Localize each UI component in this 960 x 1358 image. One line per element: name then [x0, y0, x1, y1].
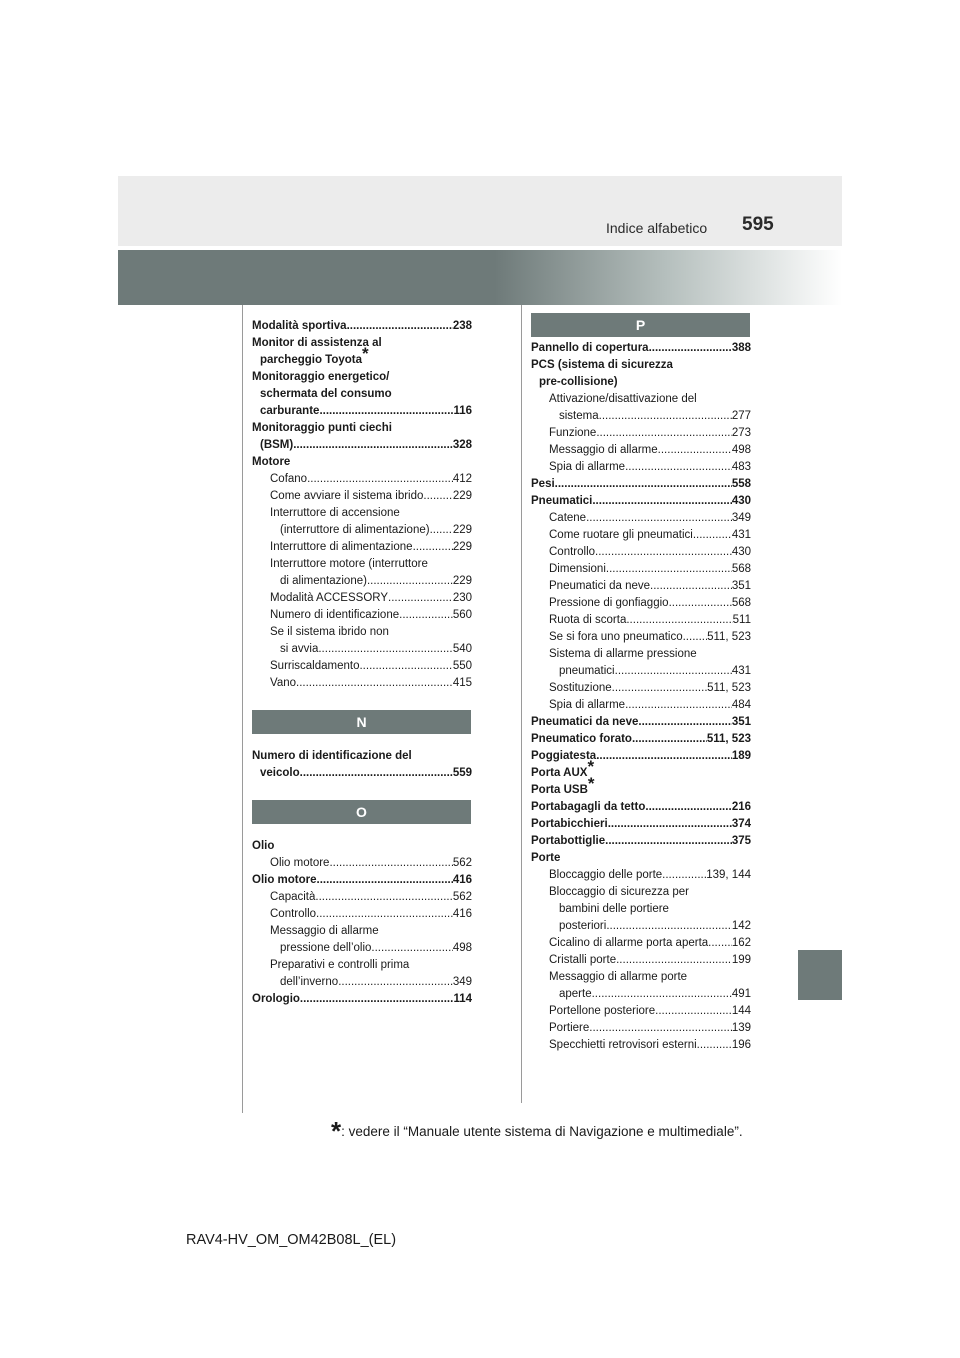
index-subentry: Vano ..... 415	[252, 675, 472, 692]
asterisk-mark: *	[362, 344, 369, 363]
asterisk-mark: *	[331, 1116, 342, 1146]
index-entry: Porta AUX*	[531, 757, 595, 779]
index-subentry: Pressione di gonfiaggio ..... 568	[531, 595, 751, 612]
index-subentry: Cristalli porte ..... 199	[531, 952, 751, 969]
index-subentry: Olio motore ..... 562	[252, 855, 472, 872]
index-subentry: Catene ..... 349	[531, 510, 751, 527]
index-entry: Porta USB*	[531, 774, 595, 796]
index-entry: Monitoraggio energetico/	[252, 371, 390, 383]
index-subentry: Specchietti retrovisori esterni ..... 196	[531, 1037, 751, 1054]
index-subentry: Controllo ..... 430	[531, 544, 751, 561]
index-subentry: Capacità ..... 562	[252, 889, 472, 906]
index-subentry: Come avviare il sistema ibrido ..... 229	[252, 488, 472, 505]
index-subentry: Cicalino di allarme porta aperta ..... 162	[531, 935, 751, 952]
column-divider	[521, 305, 522, 1103]
index-subentry: Interruttore motore (interruttore	[270, 558, 428, 570]
index-subentry: Ruota di scorta ..... 511	[531, 612, 751, 629]
index-subentry: Cofano ..... 412	[252, 471, 472, 488]
page-number: 595	[742, 214, 774, 235]
index-subentry: Come ruotare gli pneumatici ..... 431	[531, 527, 751, 544]
header-decor-bar	[118, 250, 842, 305]
asterisk-mark: *	[587, 774, 595, 793]
index-subentry: Spia di allarme ..... 483	[531, 459, 751, 476]
index-subentry: Sostituzione ..... 511, 523	[531, 680, 751, 697]
index-subentry-cont: di alimentazione) ..... 229	[252, 573, 472, 590]
index-entry-cont: (BSM) ..... 328	[252, 437, 472, 454]
section-header-o: O	[252, 800, 471, 824]
index-subentry: Sistema di allarme pressione	[549, 648, 697, 660]
index-entry: Portabottiglie ..... 375	[531, 833, 751, 850]
index-entry: Monitoraggio punti ciechi	[252, 422, 392, 434]
index-subentry: Spia di allarme ..... 484	[531, 697, 751, 714]
index-subentry: Interruttore di accensione	[270, 507, 400, 519]
index-entry: Pneumatici da neve ..... 351	[531, 714, 751, 731]
index-entry: Olio	[252, 840, 275, 852]
index-subentry: Attivazione/disattivazione del	[549, 393, 697, 405]
section-header-n: N	[252, 710, 471, 734]
index-subentry: Messaggio di allarme ..... 498	[531, 442, 751, 459]
index-subentry: Portiere ..... 139	[531, 1020, 751, 1037]
index-subentry-cont: pneumatici ..... 431	[531, 663, 751, 680]
index-entry: Orologio ..... 114	[252, 991, 472, 1008]
index-subentry-cont: sistema ..... 277	[531, 408, 751, 425]
index-entry: Portabagagli da tetto ..... 216	[531, 799, 751, 816]
index-subentry-cont: (interruttore di alimentazione) ..... 229	[252, 522, 472, 539]
index-subentry: Portellone posteriore ..... 144	[531, 1003, 751, 1020]
index-entry-cont: carburante ..... 116	[252, 403, 472, 420]
index-entry-cont: pre-collisione)	[539, 376, 618, 388]
index-column-left	[252, 318, 472, 1008]
index-entry-cont: schermata del consumo	[260, 388, 392, 400]
index-subentry-cont: bambini delle portiere	[559, 903, 669, 915]
index-entry: Pesi ..... 558	[531, 476, 751, 493]
index-entry: Portabicchieri ..... 374	[531, 816, 751, 833]
index-subentry-cont: aperte ..... 491	[531, 986, 751, 1003]
index-subentry-cont: pressione dell’olio ..... 498	[252, 940, 472, 957]
section-header-p: P	[531, 313, 750, 337]
index-column-right	[531, 340, 751, 1054]
header-title: Indice alfabetico	[606, 220, 708, 236]
index-entry: Pannello di copertura ..... 388	[531, 340, 751, 357]
index-entry: Poggiatesta ..... 189	[531, 748, 751, 765]
index-subentry: Se il sistema ibrido non	[270, 626, 389, 638]
index-subentry: Dimensioni ..... 568	[531, 561, 751, 578]
index-subentry: Pneumatici da neve ..... 351	[531, 578, 751, 595]
section-tab	[798, 950, 842, 1000]
header-band	[118, 176, 842, 246]
index-entry: Modalità sportiva ..... 238	[252, 318, 472, 335]
index-subentry: Preparativi e controlli prima	[270, 959, 410, 971]
index-entry: Porte	[531, 852, 561, 864]
left-margin-rule	[242, 305, 243, 1113]
index-subentry: Funzione ..... 273	[531, 425, 751, 442]
asterisk-mark: *	[587, 757, 595, 776]
index-subentry: Interruttore di alimentazione ..... 229	[252, 539, 472, 556]
footnote: *: vedere il “Manuale utente sistema di Navigazione e multimediale”.	[331, 1116, 743, 1146]
index-subentry: Messaggio di allarme porte	[549, 971, 688, 983]
index-subentry-cont: si avvia ..... 540	[252, 641, 472, 658]
index-entry-cont: veicolo ..... 559	[252, 765, 472, 782]
index-entry: Pneumatico forato ..... 511, 523	[531, 731, 751, 748]
model-code: RAV4-HV_OM_OM42B08L_(EL)	[186, 1232, 397, 1248]
index-entry: Monitor di assistenza al	[252, 337, 382, 349]
index-subentry: Messaggio di allarme	[270, 925, 379, 937]
index-entry: Pneumatici ..... 430	[531, 493, 751, 510]
index-subentry: Numero di identificazione ..... 560	[252, 607, 472, 624]
index-subentry: Bloccaggio di sicurezza per	[549, 886, 689, 898]
index-subentry: Modalità ACCESSORY ..... 230	[252, 590, 472, 607]
index-entry: Motore	[252, 456, 291, 468]
index-entry: Numero di identificazione del	[252, 750, 412, 762]
index-entry: Olio motore ..... 416	[252, 872, 472, 889]
index-subentry: Se si fora uno pneumatico ..... 511, 523	[531, 629, 751, 646]
index-subentry-cont: posteriori ..... 142	[531, 918, 751, 935]
index-subentry: Surriscaldamento ..... 550	[252, 658, 472, 675]
index-entry: PCS (sistema di sicurezza	[531, 359, 673, 371]
index-subentry: Controllo ..... 416	[252, 906, 472, 923]
index-subentry: Bloccaggio delle porte ..... 139, 144	[531, 867, 751, 884]
index-entry-cont: parcheggio Toyota*	[260, 344, 369, 366]
index-subentry-cont: dell’inverno ..... 349	[252, 974, 472, 991]
